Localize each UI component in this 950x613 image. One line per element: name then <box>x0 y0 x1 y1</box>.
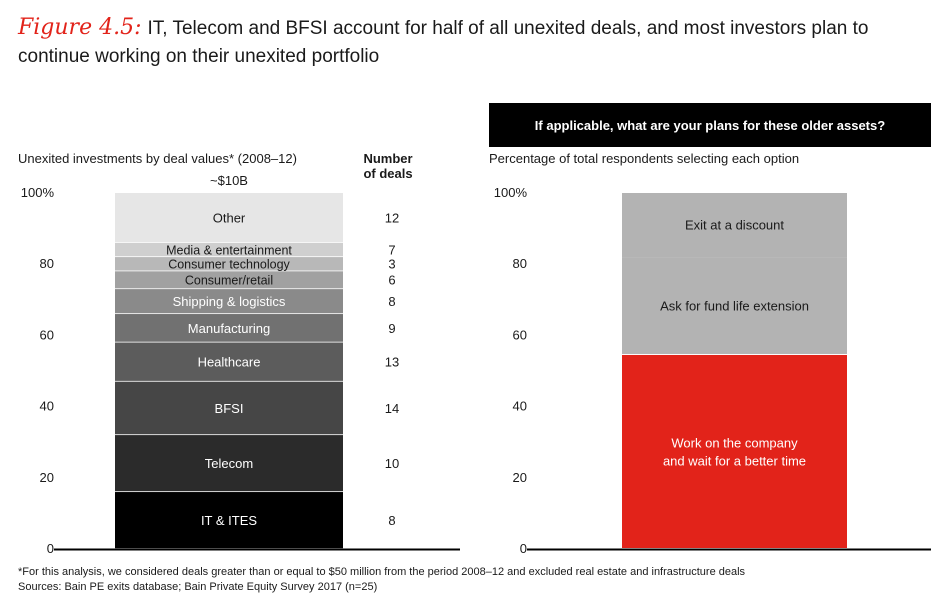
left-category-label: ~$10B <box>210 173 248 188</box>
left-segment-label: Other <box>212 210 246 226</box>
deal-count-label: 10 <box>384 456 400 472</box>
deal-count-label: 8 <box>388 513 396 529</box>
left-segment-label: Telecom <box>204 456 254 472</box>
footnote-line1: *For this analysis, we considered deals greater than or equal to $50 million from the period 2008–12 and excluded real estate and infrastructure deals <box>18 566 746 578</box>
left-segment-label: Consumer/retail <box>184 273 274 288</box>
deals-header-line1: Number <box>363 151 413 166</box>
right-segment-label: Work on the company <box>671 435 798 451</box>
right-y-tick-80: 80 <box>512 256 527 272</box>
left-segment-label: Healthcare <box>197 354 261 370</box>
right-segment-label: and wait for a better time <box>662 453 807 469</box>
left-y-tick-40: 40 <box>39 398 54 414</box>
deal-count-label: 8 <box>388 294 396 310</box>
right-y-tick-60: 60 <box>512 327 527 343</box>
right-bar-segment <box>622 355 847 548</box>
deal-count-label: 7 <box>388 242 396 258</box>
left-segment-label: BFSI <box>214 400 244 416</box>
left-segment-label: IT & ITES <box>200 513 258 529</box>
deal-count-label: 14 <box>384 400 400 416</box>
deal-count-label: 6 <box>388 272 396 288</box>
footnote <box>18 565 745 595</box>
left-segment-label: Consumer technology <box>168 257 290 272</box>
question-box: If applicable, what are your plans for these older assets? <box>489 103 931 147</box>
left-y-tick-80: 80 <box>39 256 54 272</box>
deal-count-label: 12 <box>384 210 400 226</box>
footnote-sources: Sources: Bain PE exits database; Bain Private Equity Survey 2017 (n=25) <box>18 581 378 593</box>
deal-count-label: 9 <box>388 320 396 336</box>
deals-header-line2: of deals <box>363 166 413 181</box>
left-segment-label: Media & entertainment <box>166 243 292 258</box>
left-chart-subtitle: Unexited investments by deal values* (2008–12) <box>18 151 297 166</box>
right-y-tick-100: 100% <box>493 185 527 200</box>
left-y-tick-60: 60 <box>39 327 54 343</box>
left-segment-label: Manufacturing <box>187 320 271 336</box>
left-y-tick-20: 20 <box>39 469 54 485</box>
right-y-tick-0: 0 <box>519 541 527 556</box>
right-segment-label: Exit at a discount <box>685 217 784 233</box>
left-y-tick-100: 100% <box>20 185 54 200</box>
right-chart-subtitle: Percentage of total respondents selecting each option <box>489 151 800 166</box>
right-y-tick-40: 40 <box>512 398 527 414</box>
right-y-tick-20: 20 <box>512 469 527 485</box>
left-y-tick-0: 0 <box>46 541 54 556</box>
left-segment-label: Shipping & logistics <box>172 294 286 310</box>
deal-count-label: 13 <box>384 354 400 370</box>
deal-count-label: 3 <box>388 256 396 272</box>
figure-label: Figure 4.5: <box>18 15 142 40</box>
figure-title-text: IT, Telecom and BFSI account for half of all unexited deals, and most investors plan to continue working on their unexited portfolio <box>18 18 869 67</box>
right-segment-label: Ask for fund life extension <box>660 298 809 314</box>
